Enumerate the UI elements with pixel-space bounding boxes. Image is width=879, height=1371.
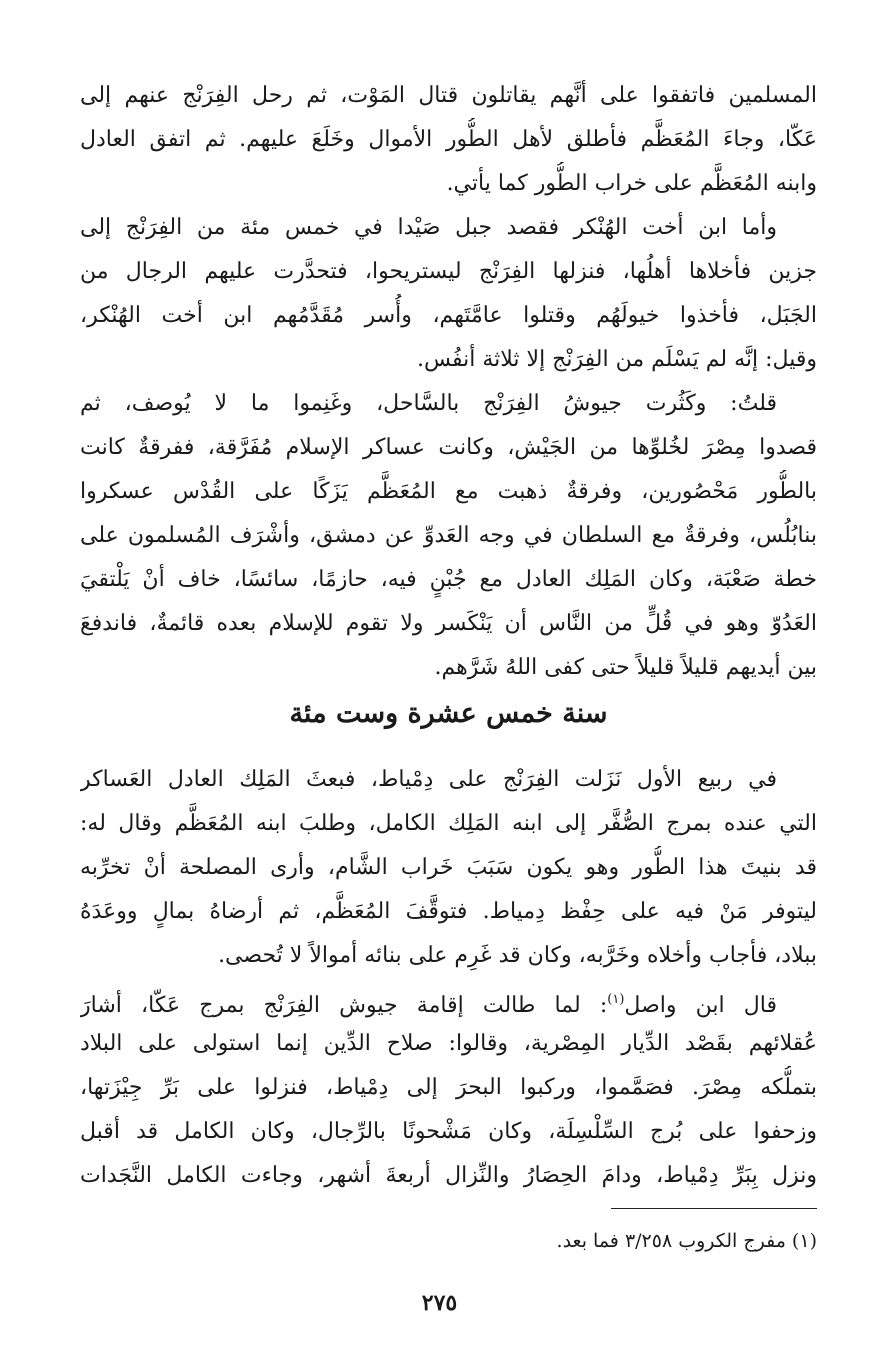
text-line: في ربيع الأول نَزَلت الفِرَنْج على دِمْياط، فبعثَ المَلِك العادل العَساكر bbox=[80, 767, 777, 792]
text-line bbox=[80, 978, 817, 1022]
text-line: وابنه المُعَظَّم على خراب الطُّور كما يأتي. bbox=[446, 171, 817, 196]
text-line: بتملُّكه مِصْرَ. فصَمَّموا، وركبوا البحرَ إلى دِمْياط، فنزلوا على بَرِّ جِيْزَتها، bbox=[80, 1075, 817, 1100]
text-line: بنابُلُس، وفرقةٌ مع السلطان في وجه العَدوِّ عن دمشق، وأشْرَف المُسلمون على bbox=[80, 523, 817, 548]
footnote-separator bbox=[611, 1208, 817, 1209]
text-line: وزحفوا على بُرج السِّلْسِلَة، وكان مَشْحونًا بالرِّجال، وكان الكامل قد أقبل bbox=[80, 1119, 817, 1144]
text-line: قد بنيتَ هذا الطُّور وهو يكون سَبَبَ خَراب الشَّام، وأرى المصلحة أنْ تخرِّبه bbox=[80, 855, 817, 880]
section-heading: سنة خمس عشرة وست مئة bbox=[289, 698, 608, 729]
text-line: ببلاد، فأجاب وأخلاه وخَرَّبه، وكان قد غَرِم على بنائه أموالاً لا تُحصى. bbox=[218, 943, 817, 968]
text-line: ليتوفر مَنْ فيه على حِفْظ دِمياط. فتوقَّفَ المُعَظَّم، ثم أرضاهُ بمالٍ ووعَدَهُ bbox=[80, 899, 817, 924]
text-line: العَدُوّ وهو في قُلٍّ من النَّاس أن يَنْكَسر ولا تقوم للإسلام بعده قائمةٌ، فاندفعَ bbox=[80, 611, 817, 636]
text-line: المسلمين فاتفقوا على أنَّهم يقاتلون قتال المَوْت، ثم رحل الفِرَنْج عنهم إلى bbox=[80, 83, 817, 108]
text-line: خطة صَعْبَة، وكان المَلِك العادل مع جُبْنٍ فيه، حازمًا، سائسًا، خاف أنْ يَلْتقيَ bbox=[80, 567, 817, 592]
text-line: الجَبَل، فأخذوا خيولَهُم وقتلوا عامَّتَهم، وأُسر مُقَدَّمُهم ابن أخت الهُنْكر، bbox=[80, 303, 817, 328]
paragraph bbox=[80, 978, 817, 1198]
text-line: عُقلائهم بقَصْد الدِّيار المِصْرية، وقالوا: صلاح الدِّين إنما استولى على البلاد bbox=[80, 1031, 817, 1056]
text-line: جزين فأخلاها أهلُها، فنزلها الفِرَنْج ليستريحوا، فتحدَّرت عليهم الرجال من bbox=[80, 259, 817, 284]
text-line: وأما ابن أخت الهُنْكر فقصد جبل صَيْدا في خمس مئة من الفِرَنْج إلى bbox=[80, 215, 777, 240]
paragraph bbox=[80, 74, 817, 206]
footnote-reference[interactable]: (١) bbox=[607, 992, 625, 1007]
text-span: : لما طالت إقامة جيوش الفِرَنْج بمرج عَكّا، أشارَ bbox=[80, 993, 608, 1018]
text-line: قصدوا مِصْرَ لخُلوِّها من الجَيْش، وكانت عساكر الإسلام مُفَرَّقة، ففرقةٌ كانت bbox=[80, 435, 817, 460]
text-line: ونزل بِبَرِّ دِمْياط، ودامَ الحِصَارُ والنِّزال أربعةَ أشهر، وجاءت الكامل النَّجَدات bbox=[80, 1163, 817, 1188]
page-number: ٢٧٥ bbox=[421, 1290, 458, 1316]
footnote: (١) مفرج الكروب ٣/٢٥٨ فما بعد. bbox=[556, 1230, 817, 1252]
text-line: بالطُّور مَحْصُورين، وفرقةٌ ذهبت مع المُعَظَّم يَزَكًا على القُدْس عسكروا bbox=[80, 479, 817, 504]
text-line: بين أيديهم قليلاً قليلاً حتى كفى اللهُ شَرَّهم. bbox=[434, 655, 817, 680]
text-line: وقيل: إنَّه لم يَسْلَم من الفِرَنْج إلا ثلاثة أنفُس. bbox=[416, 347, 817, 372]
text-span: قال ابن واصل bbox=[624, 993, 777, 1018]
text-line: عَكّا، وجاءَ المُعَظَّم فأطلق لأهل الطُّور الأموال وخَلَعَ عليهم. ثم اتفق العادل bbox=[80, 127, 817, 152]
text-line: قلتُ: وكَثُرت جيوشُ الفِرَنْج بالسَّاحل، وغَنِموا ما لا يُوصف، ثم bbox=[80, 391, 777, 416]
paragraph bbox=[80, 206, 817, 382]
paragraph bbox=[80, 758, 817, 978]
paragraph bbox=[80, 382, 817, 690]
page-body bbox=[80, 74, 817, 1198]
text-line: التي عنده بمرج الصُّفَّر إلى ابنه المَلِك الكامل، وطلبَ ابنه المُعَظَّم وقال له: bbox=[80, 811, 817, 836]
